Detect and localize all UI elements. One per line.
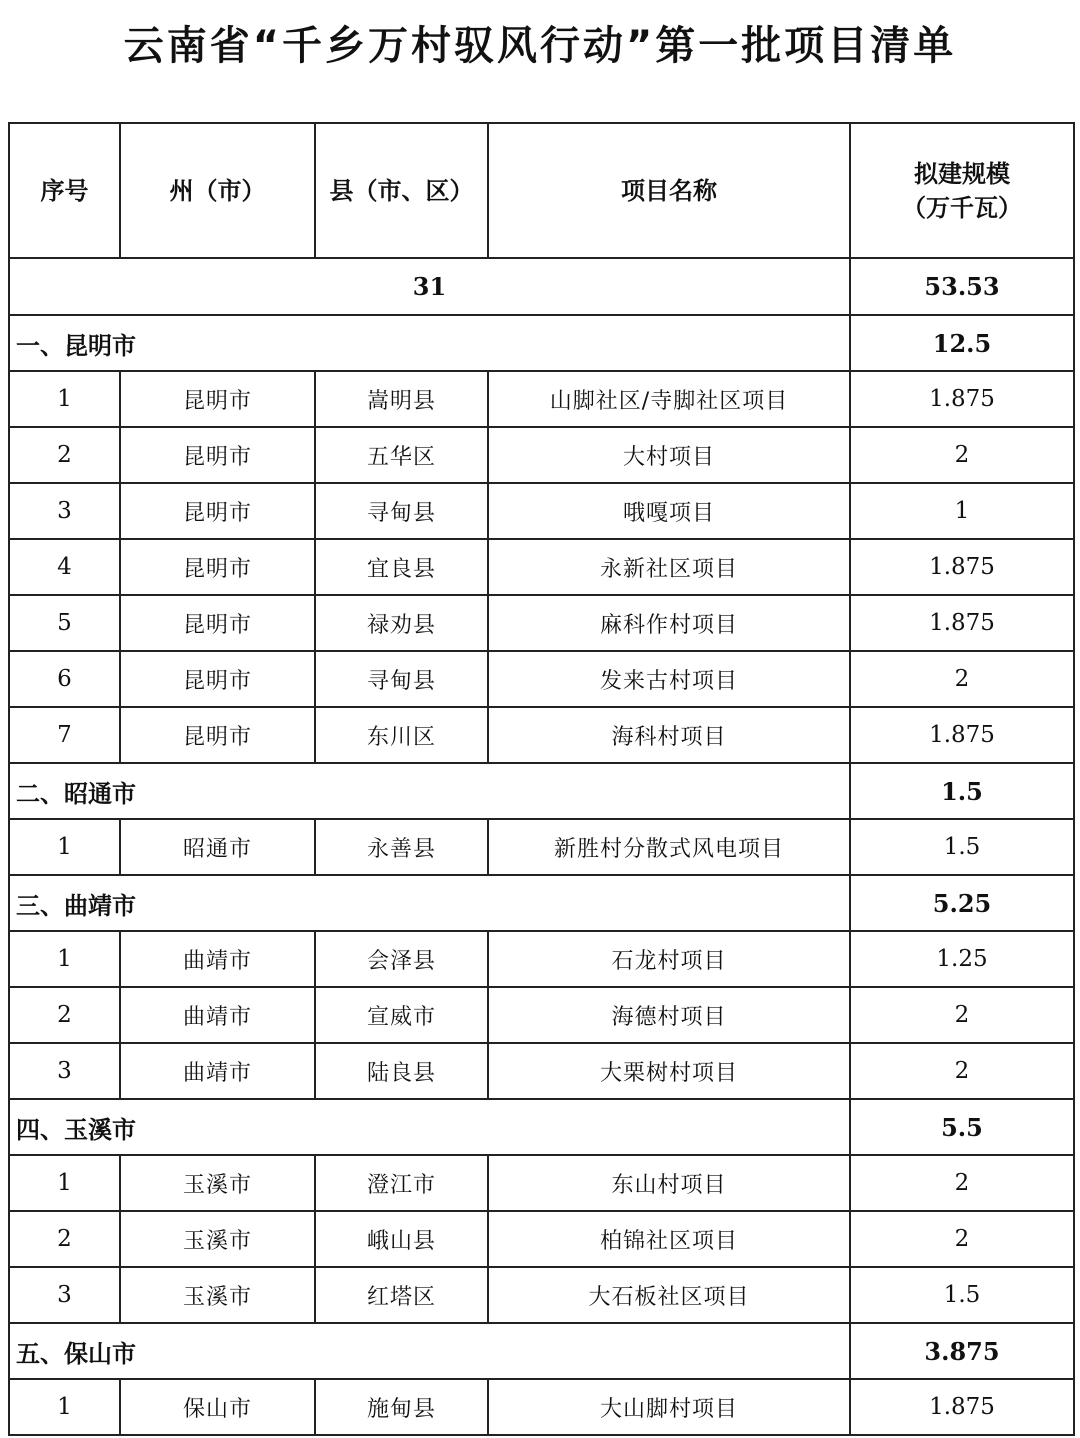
cell-scale: 1.875 [850, 707, 1074, 763]
group-row [9, 315, 1074, 371]
project-table [8, 122, 1075, 1436]
cell-county: 永善县 [315, 819, 488, 875]
cell-prefecture: 昆明市 [120, 371, 315, 427]
cell-scale: 1 [850, 483, 1074, 539]
cell-scale: 2 [850, 987, 1074, 1043]
total-row [9, 258, 1074, 315]
cell-index: 2 [9, 427, 120, 483]
table-row [9, 595, 1074, 651]
cell-scale: 2 [850, 651, 1074, 707]
cell-project-name: 海科村项目 [488, 707, 850, 763]
cell-county: 禄劝县 [315, 595, 488, 651]
cell-index: 3 [9, 1043, 120, 1099]
cell-county: 寻甸县 [315, 483, 488, 539]
cell-county: 红塔区 [315, 1267, 488, 1323]
cell-project-name: 柏锦社区项目 [488, 1211, 850, 1267]
header-row [9, 123, 1074, 258]
cell-prefecture: 曲靖市 [120, 931, 315, 987]
cell-county: 施甸县 [315, 1379, 488, 1435]
cell-index: 2 [9, 1211, 120, 1267]
group-name: 五、保山市 [9, 1323, 850, 1379]
table-row [9, 1267, 1074, 1323]
cell-scale: 1.875 [850, 595, 1074, 651]
cell-county: 陆良县 [315, 1043, 488, 1099]
total-count: 31 [9, 258, 850, 315]
cell-prefecture: 昆明市 [120, 651, 315, 707]
cell-prefecture: 玉溪市 [120, 1155, 315, 1211]
table-row [9, 987, 1074, 1043]
group-total: 5.25 [850, 875, 1074, 931]
cell-index: 7 [9, 707, 120, 763]
cell-scale: 1.875 [850, 1379, 1074, 1435]
cell-project-name: 哦嘎项目 [488, 483, 850, 539]
cell-scale: 2 [850, 1211, 1074, 1267]
document-title: 云南省“千乡万村驭风行动”第一批项目清单 [123, 23, 957, 69]
cell-prefecture: 玉溪市 [120, 1267, 315, 1323]
cell-index: 1 [9, 819, 120, 875]
table-row [9, 371, 1074, 427]
cell-prefecture: 昆明市 [120, 483, 315, 539]
cell-index: 1 [9, 1155, 120, 1211]
cell-index: 1 [9, 1379, 120, 1435]
group-name: 一、昆明市 [9, 315, 850, 371]
cell-scale: 1.25 [850, 931, 1074, 987]
cell-scale: 1.875 [850, 371, 1074, 427]
cell-prefecture: 玉溪市 [120, 1211, 315, 1267]
table-row [9, 1211, 1074, 1267]
cell-scale: 1.875 [850, 539, 1074, 595]
cell-county: 五华区 [315, 427, 488, 483]
cell-county: 嵩明县 [315, 371, 488, 427]
cell-project-name: 发来古村项目 [488, 651, 850, 707]
cell-prefecture: 曲靖市 [120, 1043, 315, 1099]
cell-project-name: 大栗树村项目 [488, 1043, 850, 1099]
table-row [9, 539, 1074, 595]
total-scale: 53.53 [850, 258, 1074, 315]
cell-county: 峨山县 [315, 1211, 488, 1267]
cell-index: 3 [9, 483, 120, 539]
table-row [9, 651, 1074, 707]
group-total: 1.5 [850, 763, 1074, 819]
cell-scale: 2 [850, 1155, 1074, 1211]
cell-project-name: 海德村项目 [488, 987, 850, 1043]
cell-scale: 1.5 [850, 819, 1074, 875]
cell-county: 宣威市 [315, 987, 488, 1043]
group-name: 三、曲靖市 [9, 875, 850, 931]
cell-prefecture: 昆明市 [120, 539, 315, 595]
cell-project-name: 大山脚村项目 [488, 1379, 850, 1435]
cell-scale: 1.5 [850, 1267, 1074, 1323]
cell-county: 东川区 [315, 707, 488, 763]
cell-project-name: 新胜村分散式风电项目 [488, 819, 850, 875]
group-row [9, 1099, 1074, 1155]
table-row [9, 819, 1074, 875]
cell-county: 寻甸县 [315, 651, 488, 707]
header-project-name: 项目名称 [488, 123, 850, 258]
group-row [9, 1323, 1074, 1379]
cell-county: 会泽县 [315, 931, 488, 987]
cell-project-name: 大村项目 [488, 427, 850, 483]
table-row [9, 931, 1074, 987]
table-row [9, 427, 1074, 483]
cell-project-name: 石龙村项目 [488, 931, 850, 987]
cell-scale: 2 [850, 427, 1074, 483]
group-row [9, 875, 1074, 931]
cell-project-name: 山脚社区/寺脚社区项目 [488, 371, 850, 427]
group-total: 3.875 [850, 1323, 1074, 1379]
cell-project-name: 永新社区项目 [488, 539, 850, 595]
cell-prefecture: 昆明市 [120, 427, 315, 483]
cell-prefecture: 保山市 [120, 1379, 315, 1435]
cell-county: 澄江市 [315, 1155, 488, 1211]
group-name: 二、昭通市 [9, 763, 850, 819]
group-total: 12.5 [850, 315, 1074, 371]
cell-index: 4 [9, 539, 120, 595]
cell-prefecture: 昆明市 [120, 595, 315, 651]
cell-index: 2 [9, 987, 120, 1043]
table-row [9, 483, 1074, 539]
table-row [9, 707, 1074, 763]
header-county: 县（市、区） [315, 123, 488, 258]
cell-index: 1 [9, 931, 120, 987]
cell-prefecture: 曲靖市 [120, 987, 315, 1043]
group-total: 5.5 [850, 1099, 1074, 1155]
table-row [9, 1155, 1074, 1211]
cell-project-name: 大石板社区项目 [488, 1267, 850, 1323]
cell-prefecture: 昭通市 [120, 819, 315, 875]
group-row [9, 763, 1074, 819]
cell-project-name: 麻科作村项目 [488, 595, 850, 651]
group-name: 四、玉溪市 [9, 1099, 850, 1155]
cell-project-name: 东山村项目 [488, 1155, 850, 1211]
cell-index: 6 [9, 651, 120, 707]
cell-index: 5 [9, 595, 120, 651]
cell-index: 1 [9, 371, 120, 427]
cell-scale: 2 [850, 1043, 1074, 1099]
cell-prefecture: 昆明市 [120, 707, 315, 763]
table-row [9, 1379, 1074, 1435]
table-row [9, 1043, 1074, 1099]
header-index: 序号 [9, 123, 120, 258]
cell-county: 宜良县 [315, 539, 488, 595]
cell-index: 3 [9, 1267, 120, 1323]
header-prefecture: 州（市） [120, 123, 315, 258]
header-scale: 拟建规模 （万千瓦） [850, 123, 1074, 258]
